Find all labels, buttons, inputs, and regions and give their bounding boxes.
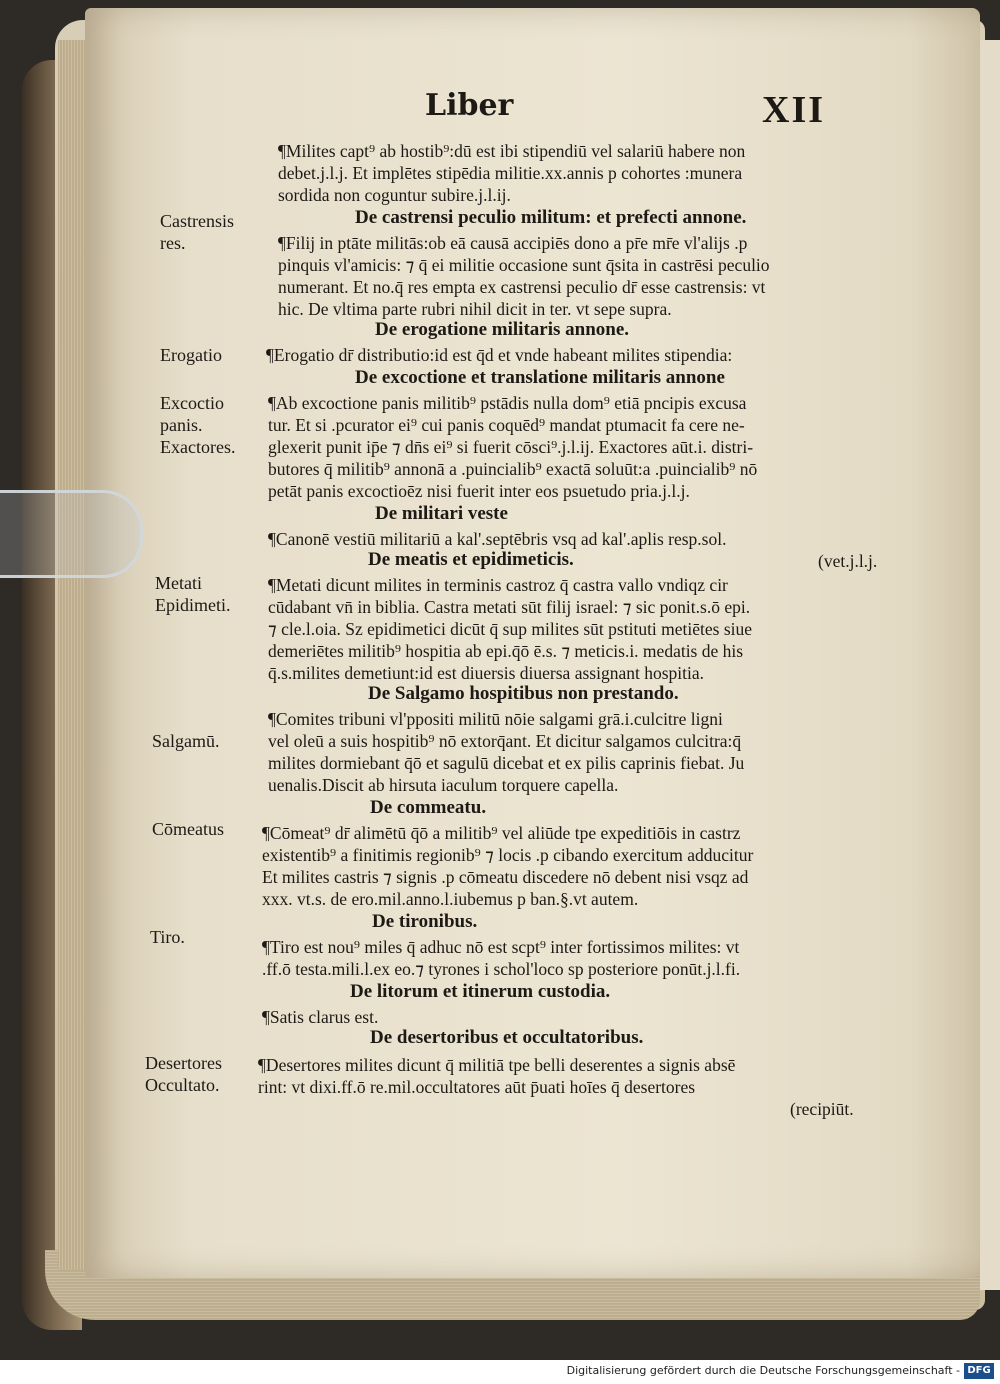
section-heading: De desertoribus et occultatoribus. bbox=[370, 1027, 644, 1048]
margin-note: Metati bbox=[155, 573, 202, 593]
margin-note: res. bbox=[160, 233, 186, 253]
margin-note: Salgamū. bbox=[152, 731, 220, 751]
body-line: ¶Satis clarus est. bbox=[262, 1007, 379, 1027]
body-line: numerant. Et no.q̄ res empta ex castrensi peculio dr̄ esse castrensis: vt bbox=[278, 277, 766, 297]
margin-note: panis. bbox=[160, 415, 203, 435]
body-line: vel oleū a suis hospitib⁹ nō extorq̄ant. Et dicitur salgamos culcitra:q̄ bbox=[268, 731, 742, 751]
section-heading: De litorum et itinerum custodia. bbox=[350, 981, 611, 1002]
body-line: petāt panis excoctioēz nisi fuerit inter eos psuetudo pria.j.l.j. bbox=[268, 481, 690, 501]
body-line: xxx. vt.s. de ero.mil.anno.l.iubemus p ban.§.vt autem. bbox=[262, 889, 639, 909]
dfg-logo[interactable]: DFG bbox=[964, 1363, 994, 1379]
section-heading: De castrensi peculio militum: et prefecti annone. bbox=[355, 207, 747, 228]
margin-note: Tiro. bbox=[150, 927, 185, 947]
body-line: tur. Et si .pcurator ei⁹ cui panis coquēd⁹ mandat ptumacit fa cere ne- bbox=[268, 415, 745, 435]
section-heading: De erogatione militaris annone. bbox=[375, 319, 630, 340]
body-line: sordida non coguntur subire.j.l.ij. bbox=[278, 185, 511, 205]
body-line: hic. De vltima parte rubri nihil dicit in ter. vt sepe supra. bbox=[278, 299, 672, 319]
margin-note: Erogatio bbox=[160, 345, 222, 365]
body-line: pinquis vl'amicis: ⁊ q̄ ei militie occasione sunt q̄sita in castrēsi peculio bbox=[278, 255, 770, 275]
body-line: butores q̄ militib⁹ annonā a .puincialib⁹ exactā soluūt:a .puincialib⁹ nō bbox=[268, 459, 758, 479]
body-line: Et milites castris ⁊ signis .p cōmeatu discedere nō debent nisi vsqz ad bbox=[262, 867, 749, 887]
body-line: glexerit punit ip̄e ⁊ dn̄s ei⁹ si fuerit cōsci⁹.j.l.ij. Exactores aūt.i. distri- bbox=[268, 437, 754, 457]
body-line: (vet.j.l.j. bbox=[818, 551, 878, 571]
margin-note: Excoctio bbox=[160, 393, 224, 413]
folio-number: XII bbox=[762, 89, 826, 131]
section-heading: De commeatu. bbox=[370, 797, 487, 818]
body-line: (recipiūt. bbox=[790, 1099, 854, 1119]
body-line: ¶Milites capt⁹ ab hostib⁹:dū est ibi stipendiū vel salariū habere non bbox=[278, 141, 746, 161]
body-line: ⁊ cle.l.oia. Sz epidimetici dicūt q̄ sup milites sūt pstituti metiētes siue bbox=[268, 619, 753, 639]
funding-notice: Digitalisierung gefördert durch die Deutsche Forschungsgemeinschaft - bbox=[566, 1364, 960, 1377]
margin-note: Epidimeti. bbox=[155, 595, 231, 615]
body-line: milites dormiebant q̄ō et sagulū dicebat et ex pilis caprinis fiebat. Ju bbox=[268, 753, 745, 773]
body-line: rint: vt dixi.ff.ō re.mil.occultatores aūt p̄uati hoīes q̄ desertores bbox=[258, 1077, 696, 1097]
body-line: q̄.s.milites demetiunt:id est diuersis diuersa assignant hospitia. bbox=[268, 663, 704, 683]
margin-note: Occultato. bbox=[145, 1075, 220, 1095]
margin-note: Exactores. bbox=[160, 437, 236, 457]
margin-note: Castrensis bbox=[160, 211, 234, 231]
section-heading: De excoctione et translatione militaris annone bbox=[355, 367, 725, 388]
body-line: ¶Desertores milites dicunt q̄ militiā tpe belli deserentes a signis absē bbox=[258, 1055, 736, 1075]
body-line: ¶Metati dicunt milites in terminis castroz q̄ castra vallo vndiqz cir bbox=[268, 575, 728, 595]
margin-note: Desertores bbox=[145, 1053, 222, 1073]
body-line: ¶Comites tribuni vl'ppositi militū nōie salgami grā.i.culcitre ligni bbox=[268, 709, 723, 729]
body-line: cūdabant vn̄ in biblia. Castra metati sūt filij israel: ⁊ sic ponit.s.ō epi. bbox=[268, 597, 751, 617]
body-line: uenalis.Discit ab hirsuta iaculum torquere capella. bbox=[268, 775, 619, 795]
margin-note: Cōmeatus bbox=[152, 819, 224, 839]
body-line: ¶Tiro est nou⁹ miles q̄ adhuc nō est scpt⁹ inter fortissimos milites: vt bbox=[262, 937, 740, 957]
body-line: existentib⁹ a finitimis regionib⁹ ⁊ locis .p cibando exercitum adducitur bbox=[262, 845, 754, 865]
body-line: demeriētes militib⁹ hospitia ab epi.q̄ō ē.s. ⁊ meticis.i. medatis de his bbox=[268, 641, 744, 661]
body-line: ¶Ab excoctione panis militib⁹ pstādis nulla dom⁹ etiā pncipis excusa bbox=[268, 393, 747, 413]
footer-bar bbox=[0, 1360, 1000, 1384]
body-line: ¶Canonē vestiū militariū a kal'.septēbris vsq ad kal'.aplis resp.sol. bbox=[268, 529, 727, 549]
section-heading: De meatis et epidimeticis. bbox=[368, 549, 574, 570]
running-head: Liber bbox=[425, 88, 514, 123]
section-heading: De militari veste bbox=[375, 503, 508, 524]
body-line: debet.j.l.j. Et implētes stipēdia militie.xx.annis p cohortes :munera bbox=[278, 163, 743, 183]
body-line: ¶Filij in ptāte militās:ob eā causā accipiēs dono a pr̄e mr̄e vl'alijs .p bbox=[278, 233, 748, 253]
section-heading: De tironibus. bbox=[372, 911, 478, 932]
section-heading: De Salgamo hospitibus non prestando. bbox=[368, 683, 679, 704]
body-line: ¶Erogatio dr̄ distributio:id est q̄d et vnde habeant milites stipendia: bbox=[266, 345, 733, 365]
body-line: ¶Cōmeat⁹ dr̄ alimētū q̄ō a militib⁹ vel aliūde tpe expeditiōis in castrz bbox=[262, 823, 741, 843]
body-line: .ff.ō testa.mili.l.ex eo.⁊ tyrones i schol'loco sp posteriore ponūt.j.l.fi. bbox=[262, 959, 741, 979]
